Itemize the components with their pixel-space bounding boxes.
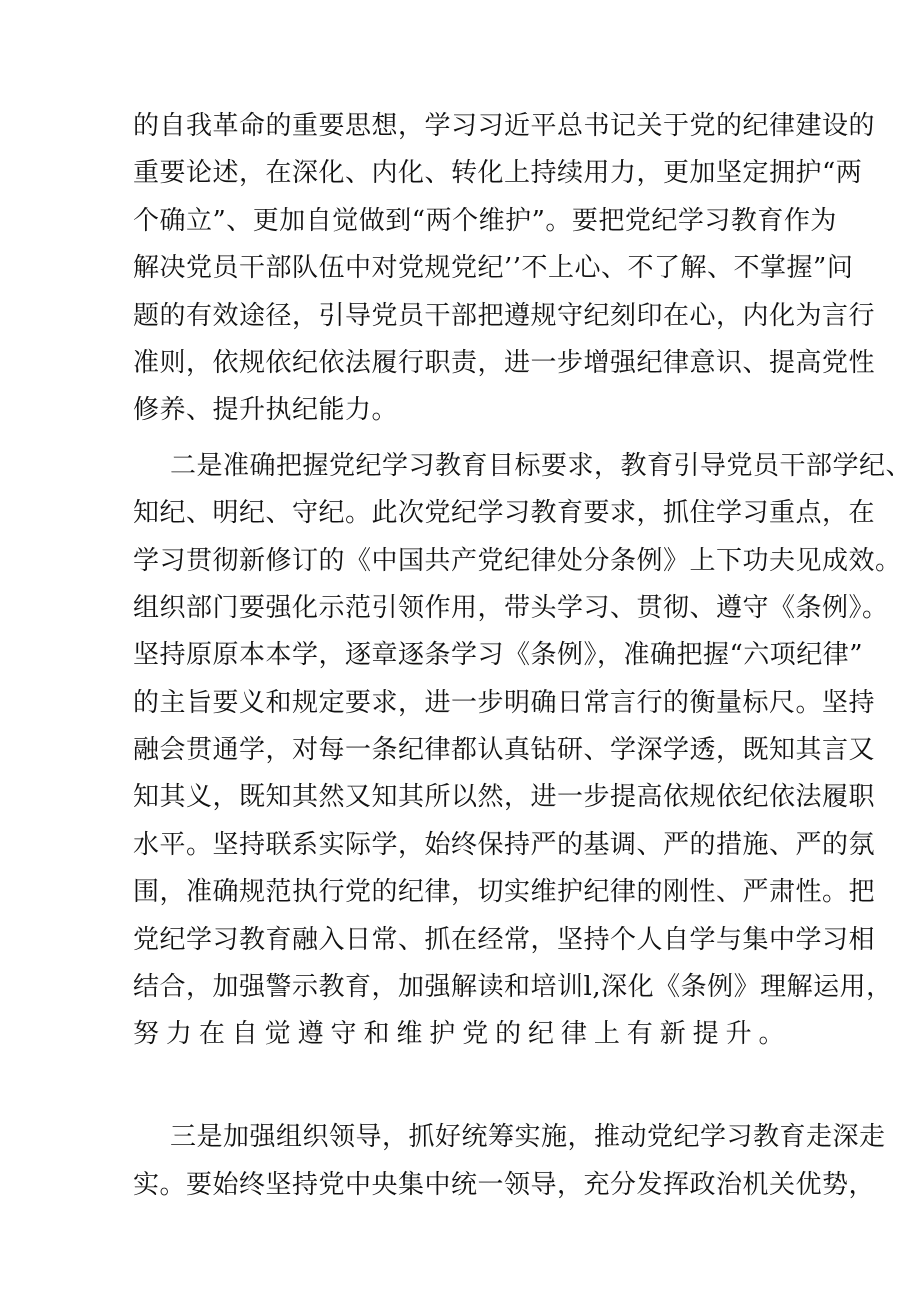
text-line: 题的有效途径，引导党员干部把遵规守纪刻印在心，内化为言行: [133, 300, 876, 331]
text-line: 融会贯通学，对每一条纪律都认真钻研、学深学透，既知其言又: [133, 735, 876, 766]
text-line: 坚持原原本本学，逐章逐条学习《条例》，准确把握“六项纪律”: [133, 640, 864, 671]
text-line: 二是准确把握党纪学习教育目标要求，教育引导党员干部学纪、: [170, 450, 913, 481]
paragraph-2: [133, 443, 913, 1106]
document-body: [133, 103, 913, 1209]
text-line: 结合，加强警示教育，加强解读和培训l,深化《条例》理解运用，: [133, 972, 893, 1003]
text-line: 围，准确规范执行党的纪律，切实维护纪律的刚性、严肃性。把: [133, 877, 876, 908]
text-line: 的自我革命的重要思想，学习习近平总书记关于党的纪律建设的: [133, 111, 876, 141]
paragraph-spacer: [133, 1106, 785, 1114]
paragraph-spacer: [133, 435, 785, 443]
text-line: 水平。坚持联系实际学，始终保持严的基调、严的措施、严的氛: [133, 829, 876, 860]
text-line: [133, 1059, 785, 1106]
text-line: 努力在自觉遵守和维护党的纪律上有新提升。: [133, 1019, 785, 1050]
text-line: 解决党员干部队伍中对党规党纪’’不上心、不了解、不掌握”问: [133, 253, 854, 284]
text-line: 党纪学习教育融入日常、抓在经常，坚持个人自学与集中学习相: [133, 924, 876, 955]
paragraph-1: [133, 103, 876, 435]
paragraph-3: [133, 1114, 886, 1209]
text-line: 学习贯彻新修订的《中国共产党纪律处分条例》上下功夫见成效。: [133, 545, 902, 576]
text-line: 实。要始终坚持党中央集中统一领导，充分发挥政治机关优势，: [133, 1169, 876, 1200]
text-line: 知纪、明纪、守纪。此次党纪学习教育要求，抓住学习重点，在: [133, 498, 876, 529]
text-line: 个确立”、更加自觉做到“两个维护”。要把党纪学习教育作为: [133, 205, 837, 236]
text-line: 组织部门要强化示范引领作用，带头学习、贯彻、遵守《条例》。: [133, 592, 889, 623]
text-line: 知其义，既知其然又知其所以然，进一步提高依规依纪依法履职: [133, 782, 876, 813]
text-line: 的主旨要义和规定要求，进一步明确日常言行的衡量标尺。坚持: [133, 687, 876, 718]
text-line: 准则，依规依纪依法履行职责，进一步增强纪律意识、提高党性: [133, 347, 876, 378]
text-line: 三是加强组织领导，抓好统筹实施，推动党纪学习教育走深走: [170, 1122, 886, 1153]
text-line: 重要论述，在深化、内化、转化上持续用力，更加坚定拥护“两: [133, 158, 863, 189]
text-line: 修养、提升执纪能力。: [133, 395, 399, 426]
